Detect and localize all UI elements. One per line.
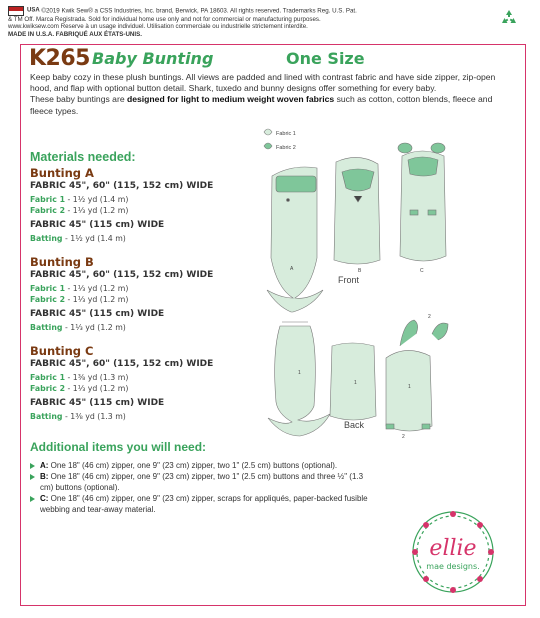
front-view-b	[334, 157, 380, 264]
front-view-c	[398, 143, 446, 261]
bunting-a-fabric1: Fabric 1 - 1½ yd (1.4 m)	[30, 195, 129, 204]
bunting-c-section	[30, 344, 213, 421]
bunting-illustration	[262, 126, 524, 441]
back-a-number: 1	[298, 370, 301, 376]
view-a-label: A	[290, 266, 294, 272]
view-b-label: B	[358, 268, 362, 274]
pattern-code: K265	[29, 46, 90, 71]
bunting-c-fabric2: Fabric 2 - 1⅓ yd (1.2 m)	[30, 384, 129, 393]
bunting-a-title: Bunting A	[30, 166, 94, 180]
back-c-foot-number: 2	[402, 434, 405, 440]
bunting-a-fabric2: Fabric 2 - 1⅓ yd (1.2 m)	[30, 206, 129, 215]
bunting-c-fabric-width: FABRIC 45", 60" (115, 152 cm) WIDE	[30, 359, 214, 369]
legal-line-2: & TM Off. Marca Registrada. Sold for individual home use only and not for commercial or manufacturing purposes.	[8, 16, 321, 23]
front-view-a	[267, 167, 323, 312]
bunting-b-batting: Batting - 1⅓ yd (1.2 m)	[30, 323, 126, 332]
back-view-b	[330, 343, 376, 420]
bunting-c-title: Bunting C	[30, 344, 94, 358]
description-p1: Keep baby cozy in these plush buntings. All views are padded and lined with contrast fabric and have side zipper, zip-open hood, and flap with optional button detail. Shark, tuxedo and bunny designs offer something for every baby.	[30, 72, 496, 94]
list-item: A: One 18" (46 cm) zipper, one 9" (23 cm) zipper, two 1" (2.5 cm) buttons (optional).	[30, 460, 370, 471]
back-view-a	[268, 322, 330, 436]
back-c-number: 1	[408, 384, 411, 390]
fabric2-swatch-icon	[264, 143, 272, 149]
bunting-a-section	[30, 166, 213, 243]
ellie-mae-designs-logo	[394, 505, 512, 599]
additional-items-list	[30, 460, 370, 515]
logo-subtitle: mae designs.	[426, 562, 480, 571]
legend-fabric2: Fabric 2	[276, 145, 296, 151]
back-view-c	[386, 320, 448, 431]
bunting-a-fabric-width: FABRIC 45", 60" (115, 152 cm) WIDE	[30, 181, 214, 191]
fabric1-swatch-icon	[264, 129, 272, 135]
bunting-b-title: Bunting B	[30, 255, 94, 269]
bunting-c-fabric1: Fabric 1 - 1⅜ yd (1.3 m)	[30, 373, 129, 382]
recycle-icon	[499, 8, 519, 28]
list-item: C: One 18" (46 cm) zipper, one 9" (23 cm) zipper, scraps for appliqués, paper-backed fusible webbing and tear-away material.	[30, 493, 370, 515]
description	[30, 72, 515, 117]
back-c-ear-number: 2	[428, 314, 431, 320]
pattern-size: One Size	[286, 49, 365, 68]
back-b-number: 1	[354, 380, 357, 386]
list-item: B: One 18" (46 cm) zipper, one 9" (23 cm) zipper, two 1" (2.5 cm) buttons and three ½" (1.3 cm) buttons (optional).	[30, 471, 370, 493]
legal-notice: USA ©2019 Kwik Sew® a CSS Industries, Inc. brand, Berwick, PA 18603. All rights reserved. Trademarks Reg. U.S. Pat. & TM Off. Marca Registrada. Sold for individual home use only and not for commercial or manufacturing purposes. www.kwiksew.com Reserve à un usage individuel. Utilisation commerciale ou industrielle strictement interdite. MADE IN U.S.A. FABRIQUÉ AUX ÉTATS-UNIS.	[8, 6, 488, 38]
materials-heading: Materials needed:	[30, 150, 136, 164]
description-p2: These baby buntings are designed for light to medium weight woven fabrics such as cotton, cotton blends, fleece and fleece types.	[30, 94, 493, 116]
legal-line-1: ©2019 Kwik Sew® a CSS Industries, Inc. brand, Berwick, PA 18603. All rights reserved. Trademarks Reg. U.S. Pat.	[41, 7, 357, 15]
bunting-c-batting-width: FABRIC 45" (115 cm) WIDE	[30, 398, 165, 408]
legal-line-4: MADE IN U.S.A. FABRIQUÉ AUX ÉTATS-UNIS.	[8, 30, 142, 38]
bunting-b-fabric1: Fabric 1 - 1⅓ yd (1.2 m)	[30, 284, 129, 293]
bunting-a-batting-width: FABRIC 45" (115 cm) WIDE	[30, 220, 165, 230]
view-c-label: C	[420, 268, 424, 274]
legal-line-3: www.kwiksew.com Reserve à un usage individuel. Utilisation commerciale ou industrielle strictement interdite.	[8, 23, 308, 31]
bunting-c-batting: Batting - 1⅜ yd (1.3 m)	[30, 412, 126, 421]
bunting-b-fabric-width: FABRIC 45", 60" (115, 152 cm) WIDE	[30, 270, 214, 280]
back-label: Back	[344, 420, 365, 430]
usa-flag-icon	[8, 6, 24, 16]
pattern-title: Baby Bunting	[92, 49, 214, 68]
additional-items-heading: Additional items you will need:	[30, 440, 207, 454]
legend-fabric1: Fabric 1	[276, 131, 296, 137]
bunting-a-batting: Batting - 1½ yd (1.4 m)	[30, 234, 126, 243]
logo-name: ellie	[429, 536, 477, 561]
bunting-b-batting-width: FABRIC 45" (115 cm) WIDE	[30, 309, 165, 319]
front-label: Front	[338, 275, 360, 285]
bunting-b-section	[30, 255, 213, 332]
bunting-b-fabric2: Fabric 2 - 1⅓ yd (1.2 m)	[30, 295, 129, 304]
